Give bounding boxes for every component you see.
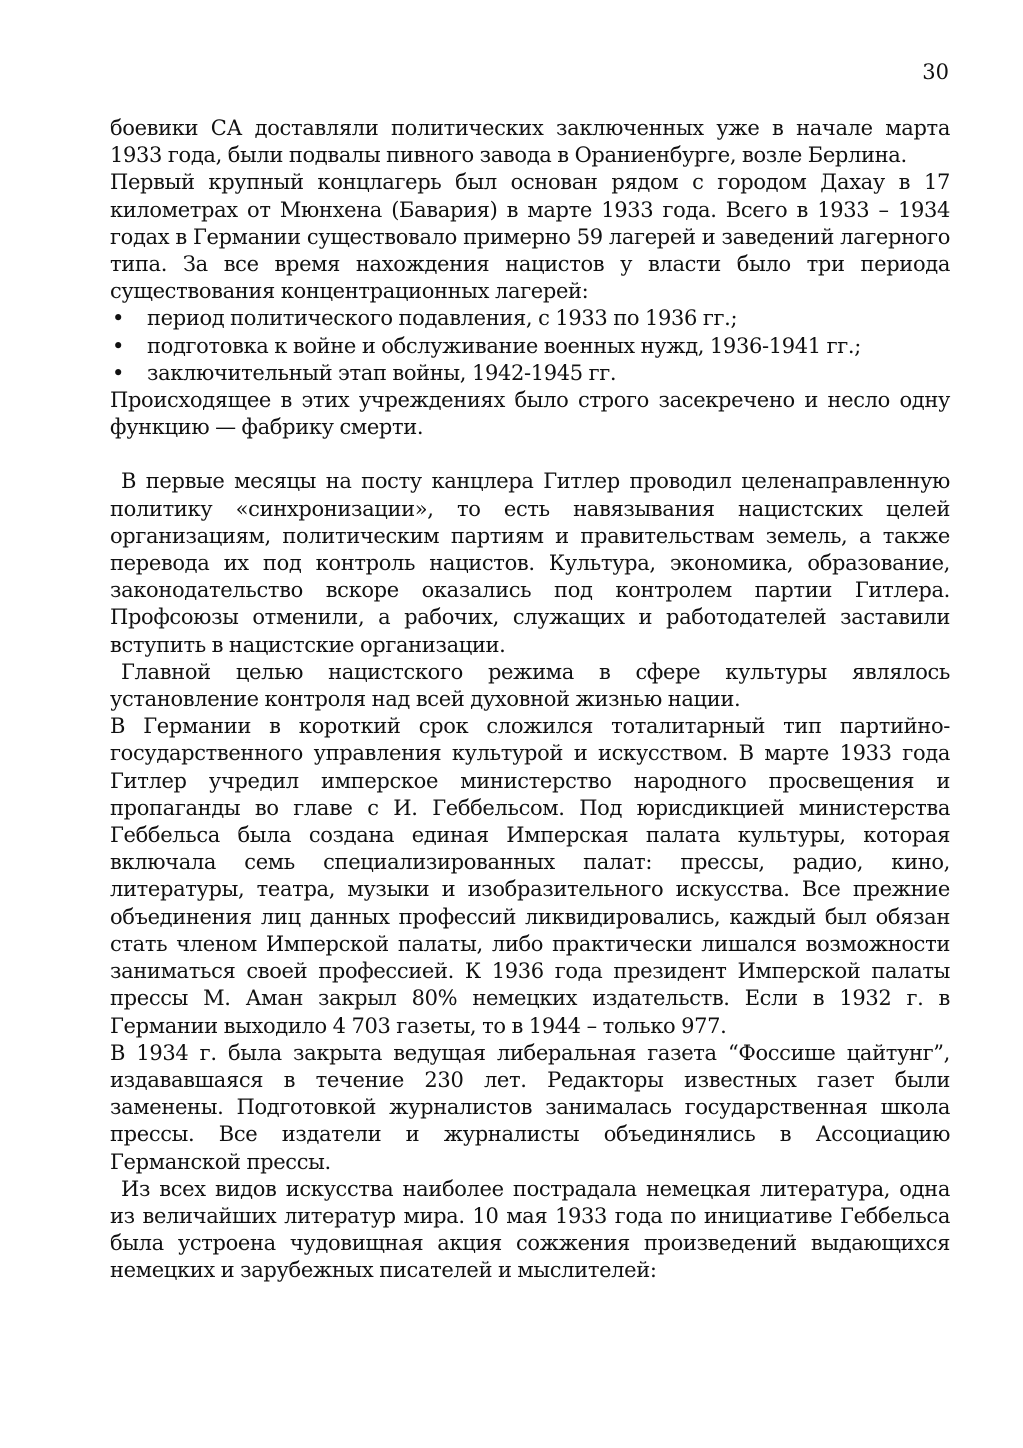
paragraph: боевики СА доставляли политических заключенных уже в начале марта 1933 года, были подвалы пивного завода в Ораниенбурге, возле Берлина.	[110, 116, 950, 168]
page-number: 30	[922, 60, 949, 84]
bullet-list	[110, 305, 950, 387]
bullet-icon: •	[112, 333, 125, 358]
paragraph: Главной целью нацистского режима в сфере культуры являлось установление контроля над всей духовной жизнью нации.	[110, 659, 950, 712]
list-item	[110, 333, 950, 360]
bullet-icon: •	[112, 360, 125, 385]
paragraph: Первый крупный концлагерь был основан рядом с городом Дахау в 17 километрах от Мюнхена (Бавария) в марте 1933 года. Всего в 1933 – 1934 годах в Германии существовало примерно 59 лагерей и заведений лагерного типа. За все время нахождения нацистов у власти было три периода существования концентрационных лагерей:	[110, 170, 950, 304]
list-item	[110, 360, 950, 387]
paragraph: В 1934 г. была закрыта ведущая либеральная газета “Фоссише цайтунг”, издававшаяся в течение 230 лет. Редакторы известных газет были заменены. Подготовкой журналистов занималась государственная школа прессы. Все издатели и журналисты объединялись в Ассоциацию Германской прессы.	[110, 1040, 950, 1174]
paragraph: В Германии в короткий срок сложился тоталитарный тип партийно-государственного управления культурой и искусством. В марте 1933 года Гитлер учредил имперское министерство народного просвещения и пропаганды во главе с И. Геббельсом. Под юрисдикцией министерства Геббельса была создана единая Имперская палата культуры, которая включала семь специализированных палат: прессы, радио, кино, литературы, театра, музыки и изобразительного искусства. Все прежние объединения лиц данных профессий ликвидировались, каждый был обязан стать членом Имперской палаты, либо практически лишался возможности заниматься своей профессией. К 1936 года президент Имперской палаты прессы М. Аман закрыл 80% немецких издательств. Если в 1932 г. в Германии выходило 4 703 газеты, то в 1944 – только 977.	[110, 714, 950, 1038]
paragraph-gap	[110, 441, 950, 468]
paragraph: Происходящее в этих учреждениях было строго засекречено и несло одну функцию — фабрику смерти.	[110, 388, 950, 440]
paragraph: Из всех видов искусства наиболее пострадала немецкая литература, одна из величайших литератур мира. 10 мая 1933 года по инициативе Геббельса была устроена чудовищная акция сожжения произведений выдающихся немецких и зарубежных писателей и мыслителей:	[110, 1176, 950, 1283]
list-item-text: период политического подавления, с 1933 по 1936 гг.;	[147, 306, 738, 331]
paragraph: В первые месяцы на посту канцлера Гитлер проводил целенаправленную политику «синхронизации», то есть навязывания нацистских целей организациям, политическим партиям и правительствам земель, а также перевода их под контроль нацистов. Культура, экономика, образование, законодательство вскоре оказались под контролем партии Гитлера. Профсоюзы отменили, а рабочих, служащих и работодателей заставили вступить в нацистские организации.	[110, 469, 950, 657]
list-item-text: подготовка к войне и обслуживание военных нужд, 1936-1941 гг.;	[147, 333, 861, 358]
document-body	[110, 115, 950, 1285]
bullet-icon: •	[112, 306, 125, 331]
list-item-text: заключительный этап войны, 1942-1945 гг.	[147, 360, 617, 385]
list-item	[110, 305, 950, 332]
